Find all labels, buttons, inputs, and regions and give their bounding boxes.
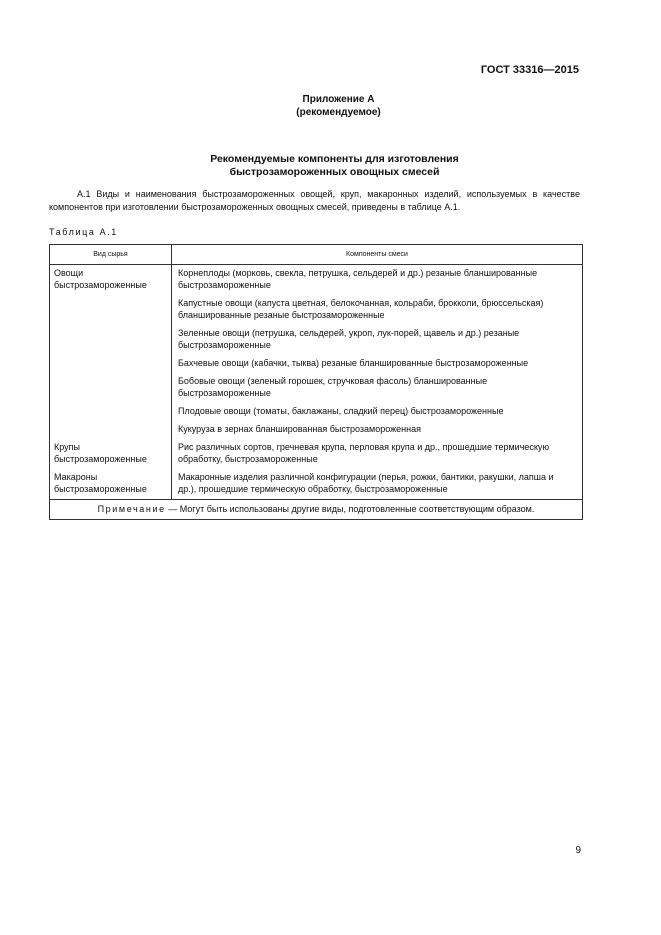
component-item: Бобовые овощи (зеленый горошек, стручковая фасоль) бланшированные быстрозамороженные [178, 376, 488, 398]
component-item: Макаронные изделия различной конфигурации (перья, рожки, бантики, ракушки, лапша и др.), прошедшие термическую обработку, быстрозамороженные [178, 472, 554, 494]
row-kind: Макароны быстрозамороженные [50, 469, 172, 500]
table-row [50, 469, 583, 500]
intro-paragraph: А.1 Виды и наименования быстрозамороженных овощей, круп, макаронных изделий, используемых в качестве компонентов при изготовлении быстрозамороженных овощных смесей, приведены в таблице А.1. [49, 189, 580, 212]
appendix-title: Приложение А [302, 94, 375, 105]
table-note-row [50, 500, 583, 520]
components-table [49, 244, 583, 520]
page-number: 9 [575, 845, 581, 856]
component-item: Бахчевые овощи (кабачки, тыква) резаные бланшированные быстрозамороженные [178, 358, 529, 368]
table-row [50, 439, 583, 469]
note-label: Примечание [97, 504, 166, 514]
table-row [50, 265, 583, 440]
row-components [172, 439, 583, 469]
component-item: Корнеплоды (морковь, свекла, петрушка, сельдерей и др.) резаные бланшированные быстрозамороженные [178, 268, 538, 290]
row-components [172, 265, 583, 440]
column-header-kind: Вид сырья [50, 245, 172, 265]
column-header-components: Компоненты смеси [172, 245, 583, 265]
row-kind: Крупы быстрозамороженные [50, 439, 172, 469]
section-title-line2: быстрозамороженных овощных смесей [229, 166, 440, 178]
section-title-line1: Рекомендуемые компоненты для изготовления [210, 153, 459, 165]
component-item: Рис различных сортов, гречневая крупа, перловая крупа и др., прошедшие термическую обработку, быстрозамороженные [178, 442, 550, 464]
row-kind: Овощи быстрозамороженные [50, 265, 172, 440]
component-item: Капустные овощи (капуста цветная, белокочанная, кольраби, брокколи, брюссельская) бланшированные резаные быстрозамороженные [178, 298, 544, 320]
appendix-heading [0, 93, 661, 119]
table-note [50, 500, 583, 520]
component-item: Зеленные овощи (петрушка, сельдерей, укроп, лук-порей, щавель и др.) резаные быстрозамороженные [178, 328, 520, 350]
component-item: Кукуруза в зернах бланшированная быстрозамороженная [178, 424, 421, 434]
table-caption: Таблица А.1 [49, 227, 118, 237]
standard-number: ГОСТ 33316—2015 [480, 64, 579, 76]
note-text: — Могут быть использованы другие виды, подготовленные соответствующим образом. [165, 504, 535, 514]
row-components [172, 469, 583, 500]
section-title [0, 153, 661, 179]
component-item: Плодовые овощи (томаты, баклажаны, сладкий перец) быстрозамороженные [178, 406, 504, 416]
appendix-status: (рекомендуемое) [296, 107, 381, 118]
table-header-row [50, 245, 583, 265]
